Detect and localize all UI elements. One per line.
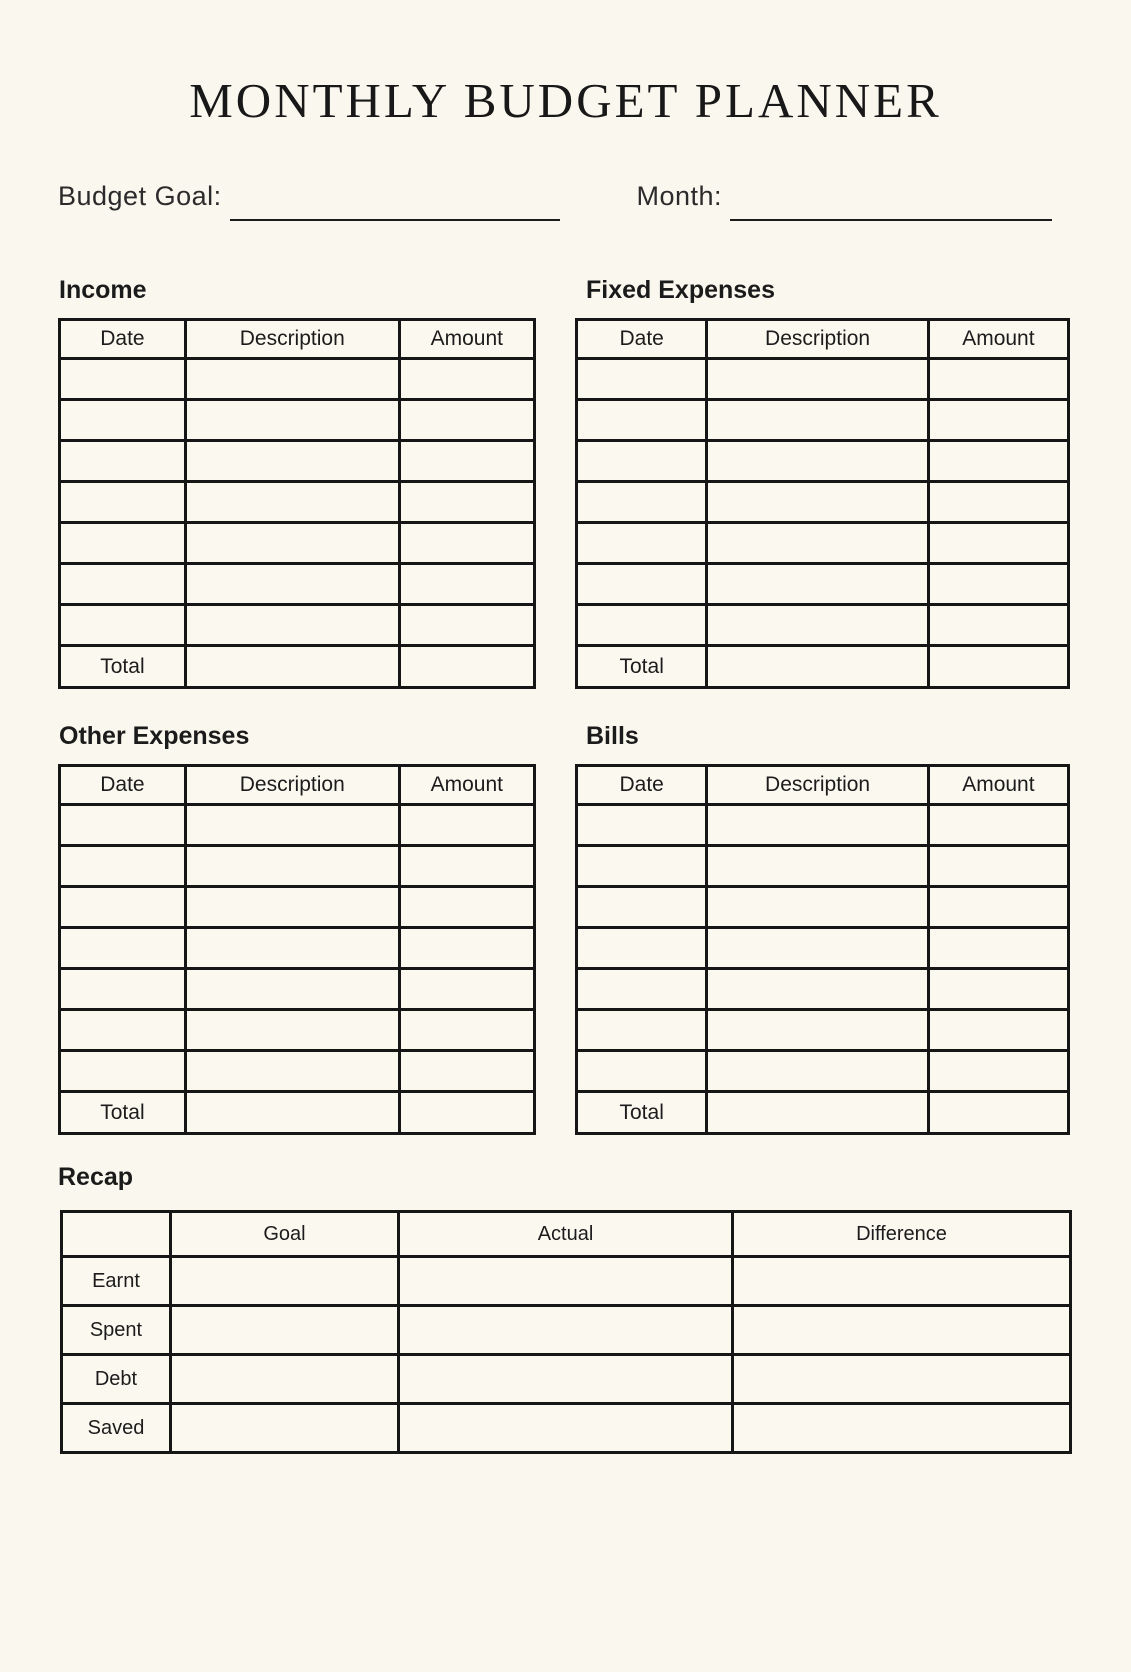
fixed-expenses-table — [575, 318, 1070, 689]
date-cell[interactable] — [577, 969, 707, 1010]
description-cell[interactable] — [185, 1010, 399, 1051]
description-cell[interactable] — [185, 846, 399, 887]
description-cell[interactable] — [185, 523, 399, 564]
total-amount-cell[interactable] — [399, 646, 534, 688]
description-cell[interactable] — [707, 359, 928, 400]
description-cell[interactable] — [707, 1010, 928, 1051]
other-expenses-total-row — [60, 1092, 535, 1134]
column-header-description: Description — [707, 766, 928, 805]
actual-cell[interactable] — [399, 1257, 733, 1306]
recap-row-debt — [62, 1355, 1071, 1404]
other-expenses-blank-row — [60, 928, 535, 969]
other-expenses-blank-row — [60, 1010, 535, 1051]
recap-row-spent — [62, 1306, 1071, 1355]
date-cell[interactable] — [60, 400, 186, 441]
description-cell[interactable] — [185, 1051, 399, 1092]
amount-cell[interactable] — [928, 887, 1068, 928]
difference-cell[interactable] — [732, 1355, 1070, 1404]
bills-blank-row — [577, 1051, 1069, 1092]
bills-blank-row — [577, 846, 1069, 887]
month-blank-line[interactable] — [730, 219, 1052, 221]
date-cell[interactable] — [60, 359, 186, 400]
date-cell[interactable] — [60, 482, 186, 523]
amount-cell[interactable] — [928, 805, 1068, 846]
amount-cell[interactable] — [399, 846, 534, 887]
description-cell[interactable] — [707, 1051, 928, 1092]
date-cell[interactable] — [577, 523, 707, 564]
column-header-amount: Amount — [399, 766, 534, 805]
bills-section — [575, 722, 1070, 1135]
column-header-description: Description — [185, 320, 399, 359]
amount-cell[interactable] — [399, 359, 534, 400]
fields-row — [58, 181, 1052, 212]
total-amount-cell[interactable] — [928, 646, 1068, 688]
goal-cell[interactable] — [170, 1404, 398, 1453]
recap-row-label-saved: Saved — [62, 1404, 171, 1453]
fixed-expenses-section — [575, 276, 1070, 689]
budget-goal-field — [58, 181, 560, 212]
date-cell[interactable] — [577, 482, 707, 523]
bills-heading: Bills — [586, 722, 639, 750]
date-cell[interactable] — [60, 846, 186, 887]
amount-cell[interactable] — [399, 805, 534, 846]
goal-cell[interactable] — [170, 1306, 398, 1355]
date-cell[interactable] — [60, 564, 186, 605]
amount-cell[interactable] — [928, 1051, 1068, 1092]
description-cell[interactable] — [185, 359, 399, 400]
amount-cell[interactable] — [399, 969, 534, 1010]
income-blank-row — [60, 359, 535, 400]
other-expenses-heading: Other Expenses — [59, 722, 250, 750]
date-cell[interactable] — [577, 564, 707, 605]
bills-header-row — [577, 766, 1069, 805]
recap-row-saved — [62, 1404, 1071, 1453]
total-amount-cell[interactable] — [928, 1092, 1068, 1134]
amount-cell[interactable] — [399, 482, 534, 523]
total-description-cell[interactable] — [707, 646, 928, 688]
total-label-cell: Total — [60, 646, 186, 688]
amount-cell[interactable] — [399, 441, 534, 482]
bills-blank-row — [577, 969, 1069, 1010]
bills-blank-row — [577, 887, 1069, 928]
date-cell[interactable] — [577, 400, 707, 441]
date-cell[interactable] — [60, 887, 186, 928]
other-expenses-blank-row — [60, 1051, 535, 1092]
description-cell[interactable] — [185, 482, 399, 523]
description-cell[interactable] — [185, 441, 399, 482]
date-cell[interactable] — [60, 805, 186, 846]
date-cell[interactable] — [577, 1010, 707, 1051]
description-cell[interactable] — [185, 805, 399, 846]
other-expenses-header-row — [60, 766, 535, 805]
description-cell[interactable] — [185, 564, 399, 605]
recap-row-earnt — [62, 1257, 1071, 1306]
difference-cell[interactable] — [732, 1257, 1070, 1306]
amount-cell[interactable] — [928, 605, 1068, 646]
difference-cell[interactable] — [732, 1404, 1070, 1453]
column-header-amount: Amount — [928, 320, 1068, 359]
amount-cell[interactable] — [399, 605, 534, 646]
recap-table — [60, 1210, 1072, 1454]
amount-cell[interactable] — [928, 846, 1068, 887]
description-cell[interactable] — [707, 564, 928, 605]
total-amount-cell[interactable] — [399, 1092, 534, 1134]
other-expenses-section — [58, 722, 536, 1135]
date-cell[interactable] — [577, 441, 707, 482]
column-header-date: Date — [577, 766, 707, 805]
income-blank-row — [60, 400, 535, 441]
date-cell[interactable] — [577, 1051, 707, 1092]
recap-row-label-spent: Spent — [62, 1306, 171, 1355]
fixed-expenses-blank-row — [577, 400, 1069, 441]
fixed-expenses-total-row — [577, 646, 1069, 688]
other-expenses-table — [58, 764, 536, 1135]
total-description-cell[interactable] — [185, 646, 399, 688]
amount-cell[interactable] — [928, 969, 1068, 1010]
other-expenses-blank-row — [60, 969, 535, 1010]
amount-cell[interactable] — [399, 1051, 534, 1092]
amount-cell[interactable] — [399, 400, 534, 441]
difference-cell[interactable] — [732, 1306, 1070, 1355]
budget-goal-blank-line[interactable] — [230, 219, 560, 221]
description-cell[interactable] — [185, 400, 399, 441]
recap-column-header-actual: Actual — [399, 1212, 733, 1257]
date-cell[interactable] — [577, 887, 707, 928]
amount-cell[interactable] — [928, 400, 1068, 441]
description-cell[interactable] — [185, 887, 399, 928]
date-cell[interactable] — [577, 846, 707, 887]
column-header-amount: Amount — [928, 766, 1068, 805]
income-blank-row — [60, 605, 535, 646]
other-expenses-blank-row — [60, 846, 535, 887]
description-cell[interactable] — [707, 400, 928, 441]
amount-cell[interactable] — [399, 1010, 534, 1051]
month-label: Month: — [636, 181, 722, 211]
bills-blank-row — [577, 928, 1069, 969]
other-expenses-blank-row — [60, 887, 535, 928]
income-blank-row — [60, 441, 535, 482]
date-cell[interactable] — [577, 805, 707, 846]
tables-grid — [58, 276, 1070, 1135]
income-table — [58, 318, 536, 689]
recap-section — [60, 1163, 1072, 1454]
amount-cell[interactable] — [928, 441, 1068, 482]
date-cell[interactable] — [60, 605, 186, 646]
income-section — [58, 276, 536, 689]
fixed-expenses-blank-row — [577, 482, 1069, 523]
actual-cell[interactable] — [399, 1404, 733, 1453]
fixed-expenses-blank-row — [577, 523, 1069, 564]
total-description-cell[interactable] — [707, 1092, 928, 1134]
recap-row-label-earnt: Earnt — [62, 1257, 171, 1306]
column-header-description: Description — [185, 766, 399, 805]
amount-cell[interactable] — [928, 523, 1068, 564]
recap-header-row — [62, 1212, 1071, 1257]
budget-goal-label: Budget Goal: — [58, 181, 222, 211]
month-field — [636, 181, 1052, 212]
actual-cell[interactable] — [399, 1306, 733, 1355]
description-cell[interactable] — [707, 846, 928, 887]
amount-cell[interactable] — [928, 1010, 1068, 1051]
total-label-cell: Total — [60, 1092, 186, 1134]
page-title: MONTHLY BUDGET PLANNER — [189, 73, 942, 128]
income-blank-row — [60, 523, 535, 564]
income-header-row — [60, 320, 535, 359]
date-cell[interactable] — [60, 1010, 186, 1051]
amount-cell[interactable] — [928, 359, 1068, 400]
recap-row-label-debt: Debt — [62, 1355, 171, 1404]
description-cell[interactable] — [707, 928, 928, 969]
fixed-expenses-blank-row — [577, 605, 1069, 646]
description-cell[interactable] — [707, 523, 928, 564]
description-cell[interactable] — [185, 969, 399, 1010]
date-cell[interactable] — [577, 605, 707, 646]
total-label-cell: Total — [577, 1092, 707, 1134]
amount-cell[interactable] — [399, 887, 534, 928]
date-cell[interactable] — [60, 523, 186, 564]
column-header-date: Date — [60, 320, 186, 359]
amount-cell[interactable] — [928, 564, 1068, 605]
fixed-expenses-blank-row — [577, 359, 1069, 400]
other-expenses-blank-row — [60, 805, 535, 846]
income-blank-row — [60, 482, 535, 523]
total-label-cell: Total — [577, 646, 707, 688]
income-total-row — [60, 646, 535, 688]
recap-column-header-difference: Difference — [732, 1212, 1070, 1257]
description-cell[interactable] — [707, 605, 928, 646]
date-cell[interactable] — [577, 359, 707, 400]
goal-cell[interactable] — [170, 1257, 398, 1306]
fixed-expenses-heading: Fixed Expenses — [586, 276, 775, 304]
amount-cell[interactable] — [928, 928, 1068, 969]
fixed-expenses-blank-row — [577, 564, 1069, 605]
income-blank-row — [60, 564, 535, 605]
bills-table — [575, 764, 1070, 1135]
description-cell[interactable] — [707, 482, 928, 523]
recap-column-header-goal: Goal — [170, 1212, 398, 1257]
total-description-cell[interactable] — [185, 1092, 399, 1134]
income-heading: Income — [59, 276, 147, 304]
column-header-amount: Amount — [399, 320, 534, 359]
goal-cell[interactable] — [170, 1355, 398, 1404]
description-cell[interactable] — [707, 441, 928, 482]
date-cell[interactable] — [60, 969, 186, 1010]
actual-cell[interactable] — [399, 1355, 733, 1404]
column-header-date: Date — [577, 320, 707, 359]
recap-corner-cell — [62, 1212, 171, 1257]
column-header-date: Date — [60, 766, 186, 805]
bills-blank-row — [577, 1010, 1069, 1051]
recap-heading: Recap — [58, 1163, 134, 1191]
amount-cell[interactable] — [399, 928, 534, 969]
description-cell[interactable] — [707, 969, 928, 1010]
date-cell[interactable] — [60, 441, 186, 482]
date-cell[interactable] — [60, 928, 186, 969]
fixed-expenses-header-row — [577, 320, 1069, 359]
bills-blank-row — [577, 805, 1069, 846]
description-cell[interactable] — [707, 887, 928, 928]
fixed-expenses-blank-row — [577, 441, 1069, 482]
date-cell[interactable] — [60, 1051, 186, 1092]
description-cell[interactable] — [707, 805, 928, 846]
description-cell[interactable] — [185, 928, 399, 969]
amount-cell[interactable] — [399, 564, 534, 605]
amount-cell[interactable] — [928, 482, 1068, 523]
amount-cell[interactable] — [399, 523, 534, 564]
description-cell[interactable] — [185, 605, 399, 646]
date-cell[interactable] — [577, 928, 707, 969]
bills-total-row — [577, 1092, 1069, 1134]
column-header-description: Description — [707, 320, 928, 359]
